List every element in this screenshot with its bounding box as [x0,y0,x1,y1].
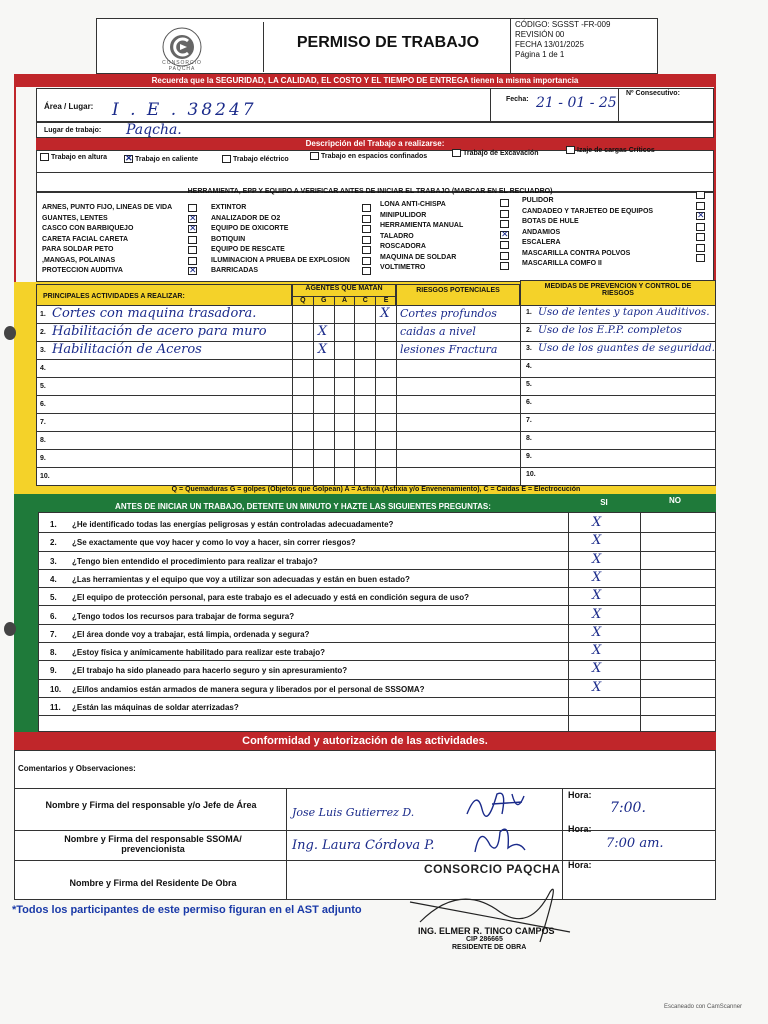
sig-hora-label-3: Hora: [568,860,592,870]
work-type-1[interactable]: Trabajo en altura [40,153,107,161]
row-number: 10. [40,473,50,480]
row-number: 4. [40,365,46,372]
fecha-label: Fecha: [506,96,529,103]
sig-label-3: Nombre y Firma del Residente De Obra [69,878,237,888]
stamp-company: CONSORCIO PAQCHA [424,862,561,876]
activity-text: Cortes con maquina trasadora. [52,306,257,321]
measure-text: Uso de los E.P.P. completos [538,324,682,336]
table-row [36,468,716,486]
equipment-checkbox[interactable] [500,199,509,207]
equipment-col-2: EXTINTOR ANALIZADOR DE O2 EQUIPO DE OXICORTE BOTIQUIN EQUIPO DE RESCATE ILUMINACION A PRUEBA DE EXPLOSION BARRICADAS [211,204,350,274]
measure-number: 9. [526,453,532,460]
question-row [38,533,716,551]
row-number: 3. [40,347,46,354]
equipment-checkbox[interactable] [188,215,197,223]
agent-letter: Q [292,296,313,306]
sig-label-2: Nombre y Firma del responsable SSOMA/ prevencionista [64,834,242,854]
equipment-checkbox[interactable] [188,246,197,254]
table-row [36,324,716,342]
activity-text: Habilitación de Aceros [52,342,202,357]
measure-number: 1. [526,309,532,316]
table-row [36,432,716,450]
binder-hole [4,326,16,340]
question-text: ¿Las herramientas y el equipo que voy a utilizar son adecuadas y están en buen estado? [72,574,410,584]
agent-mark: X [317,324,328,339]
activity-text: Habilitación de acero para muro [52,324,267,339]
sig-name-2: Ing. Laura Córdova P. [292,838,435,853]
risk-text: lesiones Fractura [400,343,498,356]
document-code: CÓDIGO: SGSST -FR-009 [515,20,611,29]
work-type-3[interactable]: Trabajo eléctrico [222,155,289,163]
sig-hora-2: 7:00 am. [606,836,664,851]
table-row [36,396,716,414]
equipment-checkbox[interactable] [362,257,371,265]
consecutivo-label: Nº Consecutivo: [626,90,680,97]
work-type-6[interactable]: Izaje de cargas Críticos [566,146,655,154]
stamp-name: ING. ELMER R. TINCO CAMPOS [418,926,555,936]
question-row [38,680,716,698]
col-si: SI [600,498,608,507]
measure-number: 2. [526,327,532,334]
sig-name-1: Jose Luis Gutierrez D. [292,806,415,819]
document-title: PERMISO DE TRABAJO [296,34,480,51]
question-row [38,552,716,570]
risk-text: Cortes profundos [400,307,497,320]
question-number: 9. [50,666,57,676]
question-text: ¿Estoy física y anímicamente habilitado para realizar este trabajo? [72,648,325,658]
measure-number: 5. [526,381,532,388]
equipment-checkbox[interactable] [500,241,509,249]
equipment-checkbox[interactable] [188,236,197,244]
signature-scribble-1 [462,784,532,824]
scanner-watermark: Escaneado con CamScanner [664,1004,743,1010]
question-text: ¿Tengo todos los recursos para trabajar de forma segura? [72,611,295,621]
measures-col-header: MEDIDAS DE PREVENCION Y CONTROL DE RIESGOS [520,280,716,306]
work-type-checkbox[interactable] [566,146,575,154]
table-row [36,342,716,360]
work-type-checkbox[interactable] [222,155,231,163]
work-type-2[interactable]: ✕ Trabajo en caliente [124,155,198,163]
si-mark: X [592,643,602,659]
work-type-5[interactable]: Trabajo de Excavación [452,149,538,157]
equipment-checkbox[interactable] [500,220,509,228]
row-number: 6. [40,401,46,408]
question-text: ¿Se exactamente que voy hacer y como lo voy a hacer, sin correr riesgos? [72,538,356,548]
equipment-checkbox[interactable] [362,204,371,212]
equipment-checkbox[interactable] [696,191,705,199]
equipment-checkbox[interactable] [696,244,705,252]
document-page: Página 1 de 1 [515,50,565,59]
logo-text: CONSORCIO PAQCHA [162,60,202,72]
work-type-checkbox[interactable] [40,153,49,161]
agent-letter: A [334,296,355,306]
equipment-checkbox[interactable] [188,225,197,233]
question-text: ¿Están las máquinas de soldar aterrizadas? [72,703,239,712]
row-number: 2. [40,329,46,336]
area-label: Área / Lugar: [44,102,94,111]
question-row [38,607,716,625]
equipment-checkbox[interactable] [696,202,705,210]
company-logo [100,22,264,72]
question-text: ¿Tengo bien entendido el procedimiento para realizar el trabajo? [72,556,318,566]
question-number: 3. [50,556,57,566]
table-row [36,414,716,432]
measure-number: 7. [526,417,532,424]
document-date: FECHA 13/01/2025 [515,40,584,49]
measure-number: 4. [526,363,532,370]
question-number: 6. [50,611,57,621]
work-type-checkbox[interactable] [310,152,319,160]
agent-letter: E [375,296,396,306]
agent-letter: G [313,296,334,306]
equipment-checkbox[interactable] [500,231,509,239]
stamp-role: RESIDENTE DE OBRA [452,944,527,951]
question-number: 8. [50,648,57,658]
row-number: 9. [40,455,46,462]
col-no: NO [669,496,681,505]
question-number: 4. [50,574,57,584]
sig-hora-label-1: Hora: [568,790,592,800]
question-text: ¿El trabajo ha sido planeado para hacerlo seguro y sin apresuramiento? [72,666,348,676]
agents-legend: Q = Quemaduras G = golpes (Objetos que Golpean) A = Asfixia (Asfixia y/o Envenenamiento), C = Caidas E = Electrocución [171,486,581,493]
signature-scribble-2 [470,820,530,860]
question-row [38,661,716,679]
table-row [36,450,716,468]
question-row [38,570,716,588]
table-row [36,306,716,324]
equipment-col-1: ARNES, PUNTO FIJO, LINEAS DE VIDA GUANTES, LENTES CASCO CON BARBIQUEJO CARETA FACIAL CARETA PARA SOLDAR PETO ,MANGAS, POLAINAS PROTECCION AUDITIVA [42,204,173,274]
question-row [38,698,716,716]
sig-hora-label-2: Hora: [568,824,592,834]
measure-number: 6. [526,399,532,406]
row-number: 5. [40,383,46,390]
area-value: I . E . 38247 [112,100,257,120]
question-row [38,643,716,661]
measure-text: Uso de los guantes de seguridad. [538,342,716,354]
equipment-checkbox[interactable] [188,267,197,275]
si-mark: X [592,533,602,549]
safety-banner: Recuerda que la SEGURIDAD, LA CALIDAD, EL COSTO Y EL TIEMPO DE ENTREGA tienen la misma importancia [15,75,715,87]
equipment-checkbox[interactable] [696,212,705,220]
equipment-checkbox[interactable] [362,246,371,254]
si-mark: X [592,606,602,622]
risk-text: caidas a nivel [400,325,476,338]
equipment-checkbox[interactable] [188,204,197,212]
equipment-checkbox[interactable] [188,257,197,265]
measure-number: 10. [526,471,536,478]
agent-letter: C [354,296,375,306]
measure-text: Uso de lentes y tapon Auditivos. [538,306,710,318]
binder-hole [4,622,16,636]
questions-header: ANTES DE INICIAR UN TRABAJO, DETENTE UN MINUTO Y HAZTE LAS SIGUIENTES PREGUNTAS: [115,502,491,511]
risks-col-header: RIESGOS POTENCIALES [396,284,520,306]
table-row [36,378,716,396]
row-number: 8. [40,437,46,444]
footnote: *Todos los participantes de este permiso figuran en el AST adjunto [12,904,362,916]
equipment-checkbox[interactable] [362,225,371,233]
question-text: ¿El área donde voy a trabajar, está limpia, ordenada y segura? [72,629,310,639]
equipment-checkbox[interactable] [696,254,705,262]
si-mark: X [592,624,602,640]
equipment-header: HERRAMIENTA, EPP Y EQUIPO A VERIFICAR ANTES DE INICIAR EL TRABAJO (MARCAR EN EL RECUADRO) [187,188,553,195]
si-mark: X [592,551,602,567]
equipment-checkbox[interactable] [696,223,705,231]
question-number: 5. [50,593,57,603]
question-number: 2. [50,538,57,548]
si-mark: X [592,661,602,677]
equipment-col-4: PULIDOR CANDADEO Y TARJETEO DE EQUIPOS BOTAS DE HULE ANDAMIOS ESCALERA MASCARILLA CONTRA POLVOS MASCARILLA COMFO II [522,197,654,267]
si-mark: X [592,679,602,695]
equipment-checkbox[interactable] [362,215,371,223]
measure-number: 8. [526,435,532,442]
equipment-checkbox[interactable] [500,262,509,270]
si-mark: X [592,569,602,585]
fecha-value: 21 - 01 - 25 [536,95,617,111]
question-text: ¿El/los andamios están armados de manera segura y liberados por el personal de SSSOMA? [72,684,425,694]
measure-number: 3. [526,345,532,352]
equipment-checkbox[interactable] [362,267,371,275]
work-type-4[interactable]: Trabajo en espacios confinados [310,152,427,160]
question-text: ¿He identificado todas las energías peligrosas y están controladas adecuadamente? [72,520,394,529]
question-number: 1. [50,520,57,529]
document-revision: REVISIÓN 00 [515,30,565,39]
sig-hora-1: 7:00. [610,800,646,816]
document-code-box [510,18,658,74]
question-number: 7. [50,629,57,639]
agent-mark: X [317,342,328,357]
question-text: ¿El equipo de protección personal, para este trabajo es el adecuado y está en condición segura de uso? [72,593,469,603]
work-type-checkbox[interactable] [452,149,461,157]
agent-mark: X [380,306,390,321]
table-row [36,360,716,378]
activities-col-header: PRINCIPALES ACTIVIDADES A REALIZAR: [36,284,292,306]
question-row [38,515,716,533]
equipment-checkbox[interactable] [362,236,371,244]
equipment-checkbox[interactable] [500,210,509,218]
row-number: 7. [40,419,46,426]
question-number: 10. [50,684,62,694]
comments-label: Comentarios y Observaciones: [18,764,136,773]
lugar-value: Paqcha. [126,122,182,138]
stamp-cip: CIP 286665 [466,936,503,943]
equipment-checkbox[interactable] [696,233,705,241]
question-row [38,625,716,643]
agents-col-header: AGENTES QUE MATAN [292,284,396,306]
work-type-checkbox[interactable] [124,155,133,163]
conformity-header: Conformidad y autorización de las actividades. [14,732,716,750]
equipment-checkbox[interactable] [500,252,509,260]
sig-label-1: Nombre y Firma del responsable y/o Jefe de Área [45,800,257,810]
equipment-col-3: LONA ANTI-CHISPA MINIPULIDOR HERRAMIENTA MANUAL TALADRO ROSCADORA MAQUINA DE SOLDAR VOLTIMETRO [380,201,464,271]
row-number: 1. [40,311,46,318]
si-mark: X [592,588,602,604]
question-number: 11. [50,703,61,712]
lugar-label: Lugar de trabajo: [44,127,102,134]
description-header: Descripción del Trabajo a realizarse: [36,138,714,150]
si-mark: X [592,515,602,530]
question-row [38,588,716,606]
